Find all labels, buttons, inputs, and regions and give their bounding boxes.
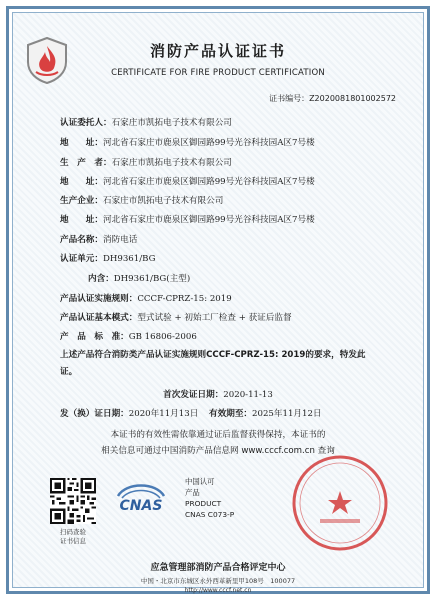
- field-mode-value: 型式试验 + 初始工厂检查 + 获证后监督: [137, 313, 292, 323]
- expiry-date-label: 有效期至：: [209, 409, 253, 419]
- field-standard-value: GB 16806-2006: [128, 332, 197, 342]
- note-line-1: 本证书的有效性需依靠通过证后监督获得保持，本证书的: [110, 430, 326, 440]
- official-seal-icon: [290, 453, 390, 553]
- field-address-3-value: 河北省石家庄市鹿泉区御园路99号光谷科技园A区7号楼: [102, 215, 315, 225]
- organization-address: 中国・北京市东城区永外西革新里甲108号 100077: [140, 577, 296, 585]
- issuing-organization: 应急管理部消防产品合格评定中心: [150, 563, 286, 573]
- field-address-1-value: 河北省石家庄市鹿泉区御园路99号光谷科技园A区7号楼: [102, 138, 315, 148]
- field-producer: [60, 156, 232, 168]
- field-product-value: 消防电话: [102, 235, 138, 245]
- field-client-label: 认证委托人：: [60, 118, 112, 128]
- field-address-1: [60, 136, 315, 148]
- field-rules: [60, 292, 232, 304]
- field-producer-label: 生 产 者：: [60, 158, 112, 168]
- field-address-3-label: 地 址：: [60, 215, 103, 225]
- title-chinese: 消防产品认证证书: [149, 42, 286, 60]
- qr-code-icon: [50, 478, 96, 524]
- cnas-text-block: [185, 476, 234, 520]
- field-product: [60, 233, 137, 245]
- compliance-statement: 上述产品符合消防类产品认证实施规则CCCF-CPRZ-15: 2019的要求，特发此证。: [60, 350, 366, 377]
- field-rules-value: CCCF-CPRZ-15: 2019: [137, 294, 232, 304]
- issue-date-value: 2020年11月13日: [128, 409, 199, 419]
- cnas-line-2: 产品: [185, 488, 200, 497]
- cnas-line-4: CNAS C073-P: [185, 510, 235, 519]
- cnas-accreditation-logo-icon: [114, 478, 168, 520]
- field-client: [60, 116, 232, 128]
- field-address-3: [60, 213, 315, 225]
- field-product-label: 产品名称：: [60, 235, 103, 245]
- first-issue-date-value: 2020-11-13: [223, 390, 273, 400]
- note-line-2: 相关信息可通过中国消防产品信息网 www.cccf.com.cn 查询: [101, 446, 335, 456]
- field-manufacturer-value: 石家庄市凯拓电子技术有限公司: [102, 196, 224, 206]
- field-client-value: 石家庄市凯拓电子技术有限公司: [111, 118, 232, 128]
- organization-website: http://www.cccf.net.cn: [184, 587, 252, 594]
- issue-date-label: 发（换）证日期：: [60, 409, 129, 419]
- qr-caption-1: 扫码查验: [60, 528, 86, 536]
- field-mode: [60, 311, 292, 323]
- expiry-date-value: 2025年11月12日: [252, 409, 322, 419]
- title-english: CERTIFICATE FOR FIRE PRODUCT CERTIFICATION: [111, 68, 325, 78]
- field-manufacturer-label: 生产企业：: [60, 196, 103, 206]
- field-contains: [88, 272, 190, 284]
- field-contains-value: DH9361/BG(主型): [113, 274, 191, 284]
- field-rules-label: 产品认证实施规则：: [60, 294, 138, 304]
- qr-caption-2: 证书信息: [60, 537, 86, 545]
- field-standard: [60, 330, 197, 342]
- field-address-1-label: 地 址：: [60, 138, 103, 148]
- field-unit-label: 认证单元：: [60, 254, 103, 264]
- cnas-line-1: 中国认可: [185, 477, 215, 486]
- certificate-number-label: 证书编号：: [269, 94, 310, 103]
- cnas-line-3: PRODUCT: [185, 499, 222, 508]
- issue-date: [60, 407, 322, 419]
- field-manufacturer: [60, 194, 223, 206]
- field-unit-value: DH9361/BG: [102, 254, 156, 264]
- field-standard-label: 产 品 标 准：: [60, 332, 129, 342]
- field-contains-label: 内含：: [88, 274, 114, 284]
- field-producer-value: 石家庄市凯拓电子技术有限公司: [111, 158, 232, 168]
- cnas-logo-text: CNAS: [119, 498, 163, 514]
- first-issue-date-label: 首次发证日期：: [163, 390, 224, 400]
- first-issue-date: [0, 388, 436, 400]
- certificate-number-value: Z2020081801002572: [309, 94, 396, 103]
- field-address-2-value: 河北省石家庄市鹿泉区御园路99号光谷科技园A区7号楼: [102, 177, 315, 187]
- field-mode-label: 产品认证基本模式：: [60, 313, 138, 323]
- field-address-2: [60, 175, 315, 187]
- field-address-2-label: 地 址：: [60, 177, 103, 187]
- certificate-number: [269, 93, 396, 104]
- field-unit: [60, 252, 155, 264]
